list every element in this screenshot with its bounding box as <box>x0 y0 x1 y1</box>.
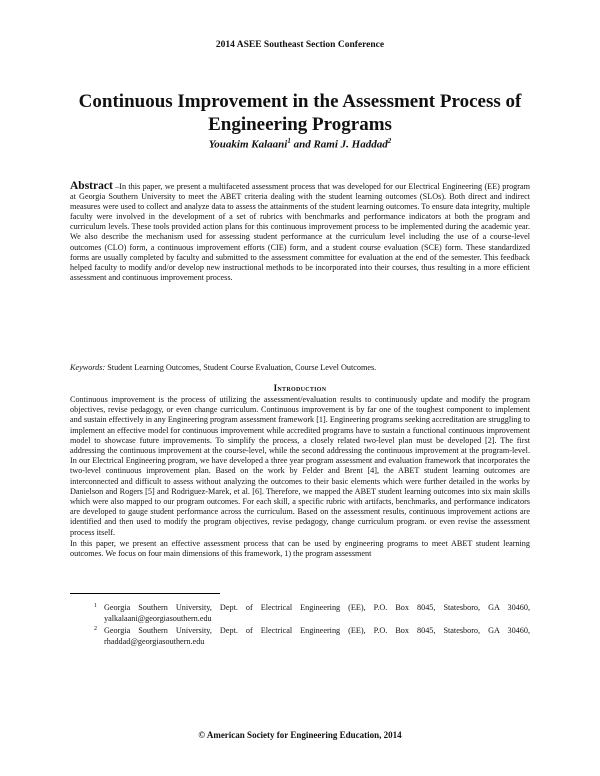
keywords <box>70 363 530 372</box>
author-name: Youakim Kalaani <box>208 138 288 151</box>
author-conjunction: and <box>293 138 311 151</box>
footnote-mark: 2 <box>94 626 97 632</box>
abstract-text: –In this paper, we present a multifaceted assessment process that was developed for our Electrical Engineering (EE) program at Georgia Southern University to meet the ABET criteria dealing with the student learning outcomes (SLOs). Both direct and indirect measures were used to collect and analyze data to assess the attainments of the student learning outcomes. To ensure data integrity, multiple faculty were involved in the development of a set of rubrics with benchmarks and performance indicators at both the program and curriculum levels. These tools provided action plans for this continuous improvement process to be implemented during the academic year. We also describe the mechanism used for assessing student performance at the curriculum level including the use of a course-level outcomes (CLO) form, a continuous improvement efforts (CIE) form, and a student course evaluation (SCE) form. These standardized forms are usually completed by faculty and submitted to the assessment committee for evaluation at the end of the semester. This feedback helped faculty to modify and/or develop new instructional methods to be incorporated into their courses, thus resulting in a more efficient assessment and continuous improvement process. <box>70 182 530 282</box>
footnote <box>94 603 530 624</box>
introduction-body <box>70 395 530 560</box>
copyright-footer: © American Society for Engineering Education, 2014 <box>198 730 402 740</box>
author-footnote-mark[interactable]: 2 <box>387 137 392 145</box>
author-line <box>0 137 600 151</box>
footnote-mark: 1 <box>94 603 97 609</box>
paper-title: Continuous Improvement in the Assessment Process of Engineering Programs <box>78 91 522 135</box>
footnote-text: Georgia Southern University, Dept. of Electrical Engineering (EE), P.O. Box 8045, Statesboro, GA 30460, yalkalaani@georgiasouthern.edu <box>104 603 530 623</box>
introduction-heading: Introduction <box>273 383 327 393</box>
footnote-text: Georgia Southern University, Dept. of Electrical Engineering (EE), P.O. Box 8045, Statesboro, GA 30460, rhaddad@georgiasouthern.edu <box>104 626 530 646</box>
author-name: Rami J. Haddad <box>313 138 388 151</box>
footnote <box>94 626 530 647</box>
abstract <box>70 181 530 283</box>
keywords-text: Student Learning Outcomes, Student Course Evaluation, Course Level Outcomes. <box>105 363 377 372</box>
keywords-label: Keywords: <box>70 363 106 372</box>
paragraph: In this paper, we present an effective assessment process that can be used by engineering programs to meet ABET student learning outcomes. We focus on four main dimensions of this framework, 1) the program assessment <box>70 538 530 559</box>
abstract-label: Abstract <box>70 180 113 192</box>
author-footnote-mark[interactable]: 1 <box>287 137 291 145</box>
conference-header: 2014 ASEE Southeast Section Conference <box>215 40 385 50</box>
footnote-divider <box>70 593 220 594</box>
footnotes <box>94 603 530 649</box>
paragraph: Continuous improvement is the process of utilizing the assessment/evaluation results to continuously update and modify the program objectives, revise pedagogy, or even change curriculum. Continuous improvement is by far one of the toughest component to implement and sustain effectively in any Engineering program assessment framework [1]. Engineering programs seeking accreditation are struggling to implement an effective model for continuous improvement while accredited programs have to sustain a functional continuous improvement model to showcase future improvements. To simplify the process, a closely related two-level plan must be developed [2]. The first addressing the continuous improvement at the course-level, while the second addressing the continuous improvement at the program-level. In our Electrical Engineering program, we have developed a three year program assessment and evaluation framework that incorporates the two-level continuous improvement plan. Based on the work by Felder and Brent [4], the ABET student learning outcomes are interconnected and difficult to assess without analyzing the outcomes to their basic elements which were further detailed in the works by Danielson and Rogers [5] and Rodriguez-Marek, et al. [6]. Therefore, we mapped the ABET student learning outcomes into six main skills which were also mapped to our program outcomes. For each skill, a specific rubric with artifacts, benchmarks, and performance indicators are developed to gauge student performance across the curriculum. Based on the assessment results, continuous improvement actions are identified and then used to modify the program objectives, revise pedagogy, change curriculum program. or even revise the assessment process itself. <box>70 395 530 537</box>
